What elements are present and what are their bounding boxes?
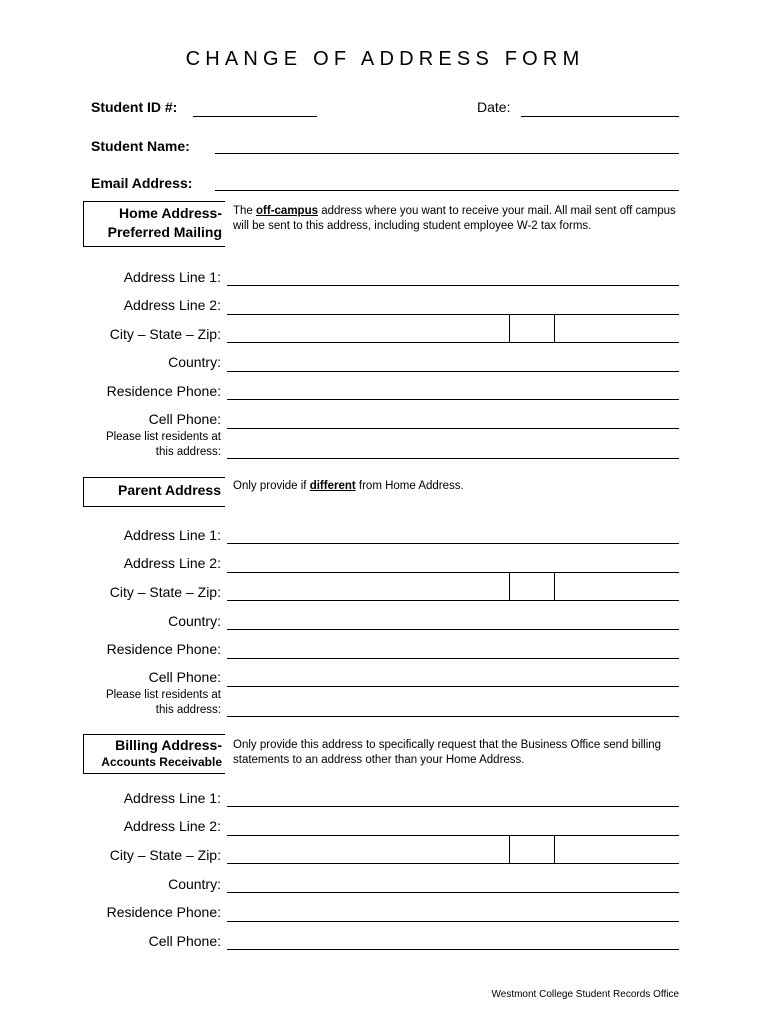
parent-state-divider [509, 572, 510, 600]
billing-cell-phone-label: Cell Phone: [148, 933, 221, 949]
student-name-field[interactable] [215, 153, 679, 154]
home-residence-phone-label: Residence Phone: [106, 383, 221, 399]
billing-zip-divider [554, 835, 555, 863]
home-cell-phone-label: Cell Phone: [148, 411, 221, 427]
billing-cell-phone-field[interactable] [227, 949, 679, 950]
parent-cell-phone-label: Cell Phone: [148, 669, 221, 685]
parent-address-note: Only provide if different from Home Address. [233, 480, 464, 492]
student-id-field[interactable] [193, 116, 317, 117]
parent-address-line2-label: Address Line 2: [123, 555, 221, 571]
parent-country-field[interactable] [227, 629, 679, 630]
home-address-line2-field[interactable] [227, 314, 679, 315]
student-name-label: Student Name: [91, 138, 190, 154]
email-label: Email Address: [91, 175, 193, 191]
billing-address-box [83, 734, 225, 774]
parent-residence-phone-field[interactable] [227, 658, 679, 659]
billing-address-subtitle: Accounts Receivable [101, 755, 222, 769]
home-address-line2-label: Address Line 2: [123, 297, 221, 313]
parent-residents-field[interactable] [227, 716, 679, 717]
home-state-divider [509, 314, 510, 342]
home-address-subtitle: Preferred Mailing [107, 224, 222, 240]
billing-address-line1-field[interactable] [227, 806, 679, 807]
parent-zip-divider [554, 572, 555, 600]
billing-address-title: Billing Address- [115, 737, 222, 753]
parent-city-state-zip-field[interactable] [227, 600, 679, 601]
billing-address-line2-field[interactable] [227, 835, 679, 836]
parent-address-title: Parent Address [118, 482, 221, 498]
billing-country-field[interactable] [227, 892, 679, 893]
billing-city-state-zip-label: City – State – Zip: [109, 847, 221, 863]
home-residents-field[interactable] [227, 458, 679, 459]
billing-address-note: Only provide this address to specifically request that the Business Office send billing statements to an address other than your Home Address. [233, 739, 662, 766]
home-country-label: Country: [168, 354, 221, 370]
form-title: CHANGE OF ADDRESS FORM [185, 48, 585, 70]
home-residence-phone-field[interactable] [227, 399, 679, 400]
billing-address-line1-label: Address Line 1: [123, 790, 221, 806]
parent-cell-phone-field[interactable] [227, 686, 679, 687]
parent-address-box [83, 477, 225, 507]
home-address-line1-label: Address Line 1: [123, 269, 221, 285]
footer-office: Westmont College Student Records Office [491, 989, 679, 1000]
date-field[interactable] [521, 116, 679, 117]
billing-address-line2-label: Address Line 2: [123, 818, 221, 834]
parent-city-state-zip-label: City – State – Zip: [109, 584, 221, 600]
billing-country-label: Country: [168, 876, 221, 892]
parent-residence-phone-label: Residence Phone: [106, 641, 221, 657]
billing-city-state-zip-field[interactable] [227, 863, 679, 864]
student-id-label: Student ID #: [91, 99, 178, 115]
home-address-line1-field[interactable] [227, 285, 679, 286]
home-cell-phone-field[interactable] [227, 428, 679, 429]
parent-address-line1-field[interactable] [227, 543, 679, 544]
billing-state-divider [509, 835, 510, 863]
home-address-title: Home Address- [119, 205, 222, 221]
parent-residents-label: Please list residents at this address: [105, 689, 221, 716]
billing-residence-phone-label: Residence Phone: [106, 904, 221, 920]
home-address-box [83, 201, 225, 247]
billing-residence-phone-field[interactable] [227, 921, 679, 922]
home-residents-label: Please list residents at this address: [105, 431, 221, 458]
home-city-state-zip-label: City – State – Zip: [109, 326, 221, 342]
parent-address-line1-label: Address Line 1: [123, 527, 221, 543]
home-country-field[interactable] [227, 371, 679, 372]
email-field[interactable] [215, 190, 679, 191]
parent-country-label: Country: [168, 613, 221, 629]
parent-address-line2-field[interactable] [227, 572, 679, 573]
date-label: Date: [477, 99, 511, 115]
home-city-state-zip-field[interactable] [227, 342, 679, 343]
home-zip-divider [554, 314, 555, 342]
home-address-note: The off-campus address where you want to receive your mail. All mail sent off campus will be sent to this address, including student employee W-2 tax forms. [233, 205, 676, 232]
